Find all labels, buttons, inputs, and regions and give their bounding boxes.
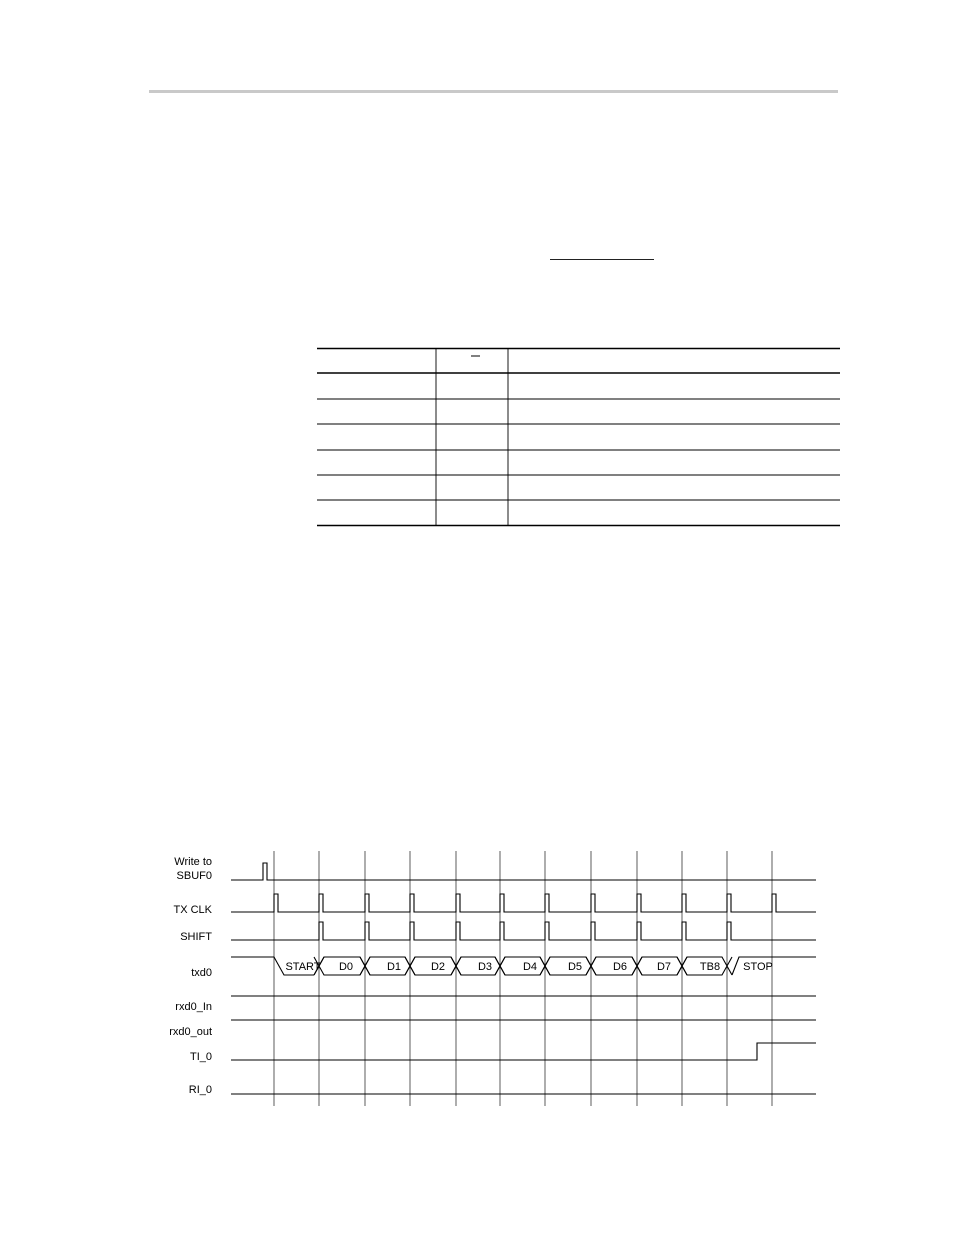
txd0-segment-label: D5 [567,961,583,973]
txd0-segment-label: D2 [430,961,446,973]
register-table [317,347,840,527]
txd0-segment-label: D0 [338,961,354,973]
signal-label-rxd0out: rxd0_out [169,1026,212,1038]
header-rule [149,90,838,93]
signal-label-rxd0in: rxd0_In [175,1001,212,1013]
signal-label-shift: SHIFT [180,931,212,943]
txd0-segment-label: D4 [522,961,538,973]
txd0-segment-label: START [285,961,321,973]
txd0-segment-label: TB8 [699,961,721,973]
signal-label-ri: RI_0 [188,1084,212,1096]
signal-labels [169,856,212,1096]
waveform-shift [231,922,816,940]
timing-gridlines [274,851,772,1106]
timing-diagram [160,845,840,1115]
txd0-segment-label: D1 [386,961,402,973]
table-grid [317,347,840,527]
txd0-segment-label: D3 [477,961,493,973]
txd0-segment-labels [285,961,772,973]
txd0-segment-label: STOP [743,961,773,973]
txd0-segment-label: D7 [656,961,672,973]
waveform-tx-clk [231,894,816,912]
signal-label-ti: TI_0 [189,1051,212,1063]
signal-label-write: Write to [174,856,212,868]
timing-diagram-svg [160,845,840,1115]
signal-label-txd0: txd0 [191,967,212,979]
formula-fraction-bar [550,259,654,260]
signal-label-txclk: TX CLK [173,904,212,916]
signal-label-write: SBUF0 [176,870,212,882]
txd0-segment-label: D6 [612,961,628,973]
